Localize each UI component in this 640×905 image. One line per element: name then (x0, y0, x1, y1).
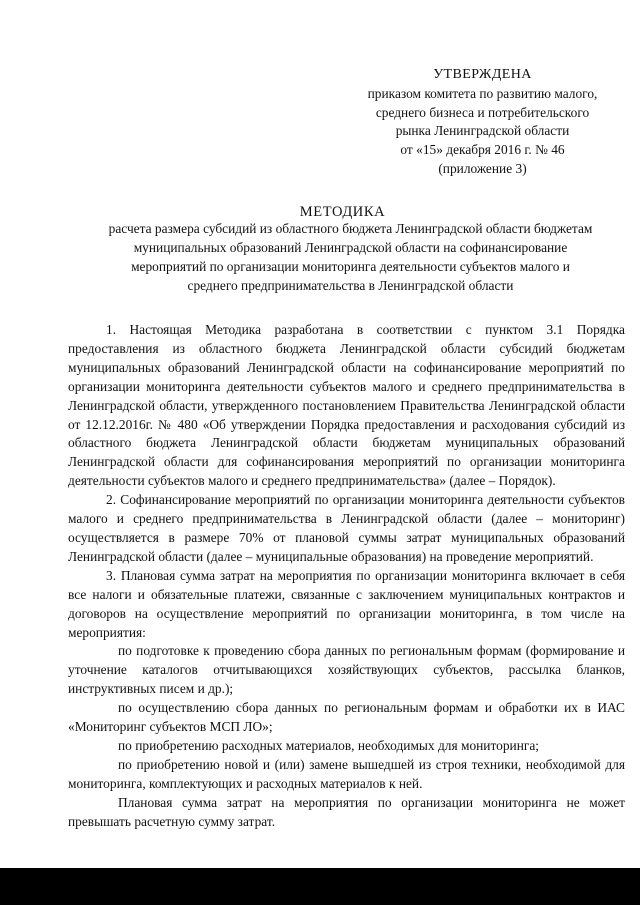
list-item-consumables: по приобретению расходных материалов, необходимых для мониторинга; (118, 737, 540, 753)
list-item-equipment: по приобретению новой и (или) замене вышедшей из строя техники, необходимой для мониторинга, комплектующих и расходных материалов к ней. (68, 756, 625, 791)
subtitle-line: расчета размера субсидий из областного бюджета Ленинградской области бюджетам (108, 221, 593, 236)
approval-stamp (330, 66, 635, 179)
approval-date: от «15» декабря 2016 г. № 46 (400, 142, 565, 158)
approval-line: приказом комитета по развитию малого, (367, 85, 598, 101)
subtitle-line: среднего предпринимательства в Ленинградской области (187, 277, 514, 293)
list-item-data-collection: по осуществлению сбора данных по региональным формам и обработки их в ИАС «Мониторинг субъектов МСП ЛО»; (68, 700, 625, 735)
paragraph-2: 2. Софинансирование мероприятий по организации мониторинга деятельности субъектов малого и среднего предпринимательства в Ленинградской области (далее – мониторинг) осуществляется в размере 70% от плановой суммы затрат муниципальных образований Ленинградской области (далее – муниципальные образования) на проведение мероприятий. (68, 492, 625, 564)
list-item-preparation: по подготовке к проведению сбора данных по региональным формам (формирование и уточнение каталогов отчитывающихся хозяйствующих субъектов, рассылка бланков, инструктивных писем и др.); (68, 643, 625, 697)
subtitle-line: мероприятий по организации мониторинга деятельности субъектов малого и (131, 258, 570, 274)
paragraph-1: 1. Настоящая Методика разработана в соответствии с пунктом 3.1 Порядка предоставления из областного бюджета Ленинградской области субсидий бюджетам муниципальных образований Ленинградской области на софинансирование мероприятий по организации мониторинга деятельности субъектов малого и среднего предпринимательства в Ленинградской области, утвержденного постановлением Правительства Ленинградской области от 12.12.2016г. № 480 «Об утверждении Порядка предоставления и расходования субсидий из областного бюджета Ленинградской области бюджетам муниципальных образований Ленинградской области для софинансирования мероприятий по организации мониторинга деятельности субъектов малого и среднего предпринимательства» (далее – Порядок). (68, 322, 625, 489)
document-subtitle (58, 220, 640, 296)
approval-heading: УТВЕРЖДЕНА (433, 67, 532, 82)
subtitle-line: муниципальных образований Ленинградской области на софинансирование (133, 239, 568, 255)
paragraph-3: 3. Плановая сумма затрат на мероприятия по организации мониторинга включает в себя все налоги и обязательные платежи, связанные с заключением муниципальных контрактов и договоров на осуществление мероприятий по организации мониторинга, в том числе на мероприятия: (68, 567, 625, 640)
approval-appendix: (приложение 3) (438, 160, 527, 176)
document-body (68, 321, 625, 831)
approval-line: среднего бизнеса и потребительского (375, 104, 590, 120)
approval-line: рынка Ленинградской области (395, 123, 570, 139)
document-title: МЕТОДИКА (299, 204, 386, 220)
paragraph-limit: Плановая сумма затрат на мероприятия по организации мониторинга не может превышать расчетную сумму затрат. (68, 794, 625, 829)
